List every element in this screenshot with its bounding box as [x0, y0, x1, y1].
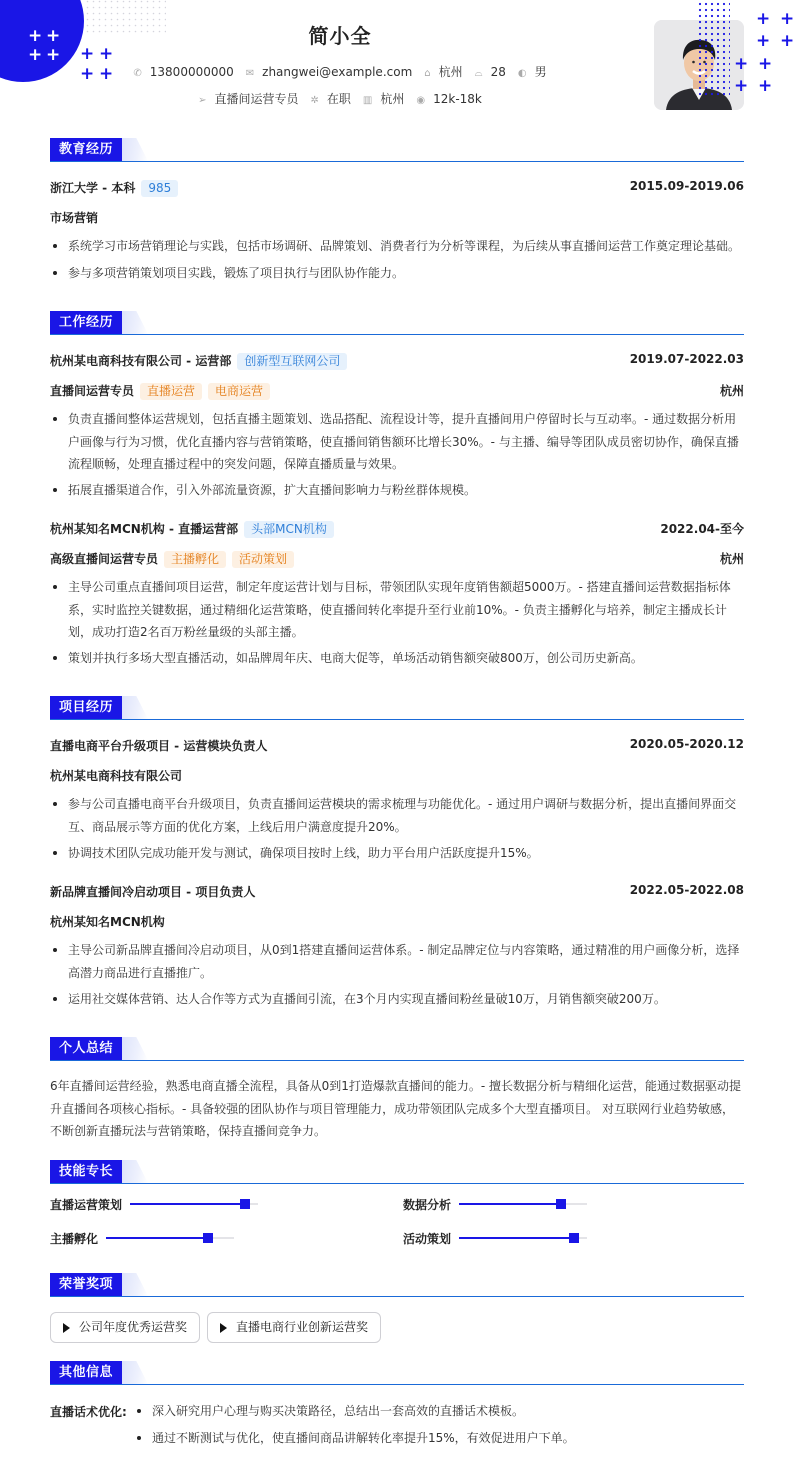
info-item	[133, 65, 233, 79]
list-item: 负责直播间整体运营规划，包括直播主题策划、选品搭配、流程设计等，提升直播间用户停留时长与互动率。- 通过数据分析用户画像与行为习惯，优化直播内容与营销策略，使直播间销售额环比增长30%。- 与主播、编导等团队成员密切协作，确保直播流程顺畅，处理直播过程中的突发问题，保障直播质量与效果。	[50, 408, 744, 476]
plus-icon: +	[734, 54, 749, 74]
plus-icon: +	[46, 26, 61, 46]
awards-section	[50, 1273, 744, 1334]
job-city: 杭州	[719, 552, 744, 566]
info-item	[475, 65, 506, 79]
skill-level-bar	[130, 1203, 258, 1205]
education-section	[50, 138, 744, 280]
list-item: 主导公司新品牌直播间冷启动项目，从0到1搭建直播间运营体系。- 制定品牌定位与内容策略，通过精准的用户画像分析，选择高潜力商品进行直播推广。	[50, 939, 744, 984]
mail-icon: ✉	[245, 68, 255, 79]
gender-icon: ◐	[517, 68, 527, 79]
summary-section	[50, 1037, 744, 1138]
school-tag: 985	[141, 180, 178, 197]
project-period: 2020.05-2020.12	[629, 737, 744, 751]
award-item	[207, 1312, 381, 1343]
job-city: 杭州	[719, 384, 744, 398]
plus-icon: +	[99, 44, 114, 64]
list-item: 通过不断测试与优化，使直播间商品讲解转化率提升15%，有效促进用户下单。	[134, 1427, 744, 1450]
section-title: 技能专长	[50, 1160, 122, 1183]
play-icon	[63, 1323, 70, 1333]
project-name: 新品牌直播间冷启动项目 - 项目负责人	[50, 885, 256, 899]
section-title: 其他信息	[50, 1361, 122, 1384]
education-period: 2015.09-2019.06	[629, 179, 744, 193]
play-icon	[220, 1323, 227, 1333]
plus-icon: +	[780, 9, 794, 29]
list-item: 拓展直播渠道合作，引入外部流量资源，扩大直播间影响力与粉丝群体规模。	[50, 479, 744, 502]
send-icon: ➢	[198, 95, 207, 106]
list-item: 参与公司直播电商平台升级项目，负责直播间运营模块的需求梳理与功能优化。- 通过用户调研与数据分析，提出直播间界面交互、商品展示等方面的优化方案，上线后用户满意度提升20%。	[50, 793, 744, 838]
project-title-row	[50, 883, 744, 900]
plus-icon: +	[780, 31, 794, 51]
job-period: 2022.04-至今	[660, 522, 744, 536]
project-name: 直播电商平台升级项目 - 运营模块负责人	[50, 739, 268, 753]
skill-level-fill	[459, 1203, 561, 1205]
job-position: 直播间运营专员	[50, 384, 135, 398]
list-item: 系统学习市场营销理论与实践，包括市场调研、品牌策划、消费者行为分析等课程，为后续从事直播间运营工作奠定理论基础。	[50, 235, 744, 258]
section-header	[50, 1037, 744, 1061]
skill-name: 数据分析	[403, 1198, 452, 1212]
list-item: 协调技术团队完成功能开发与测试，确保项目按时上线，助力平台用户活跃度提升15%。	[50, 842, 744, 865]
info-item	[416, 92, 482, 106]
job-company-row	[50, 520, 744, 538]
other-label: 直播话术优化:	[50, 1405, 127, 1419]
plus-icon: +	[28, 45, 43, 65]
other-section	[50, 1361, 744, 1445]
info-value: 13800000000	[149, 65, 234, 79]
plus-icon: +	[28, 26, 43, 46]
award-item	[50, 1312, 200, 1343]
plus-icon: +	[734, 76, 749, 96]
info-value: 直播间运营专员	[214, 92, 299, 106]
list-item: 策划并执行多场大型直播活动，如品牌周年庆、电商大促等，单场活动销售额突破800万，创公司历史新高。	[50, 647, 744, 670]
info-value: 杭州	[380, 92, 405, 106]
job-position-row	[50, 550, 744, 568]
section-title-tail	[122, 138, 148, 161]
section-header	[50, 696, 744, 720]
skill-level-fill	[459, 1237, 574, 1239]
company-tag: 头部MCN机构	[244, 521, 334, 538]
section-title: 项目经历	[50, 696, 122, 719]
skill-tag: 直播运营	[140, 383, 202, 400]
awards-list	[50, 1312, 744, 1344]
award-label: 直播电商行业创新运营奖	[236, 1320, 369, 1334]
plus-icon: +	[99, 64, 114, 84]
info-item	[198, 90, 298, 107]
info-value: 杭州	[438, 65, 463, 79]
section-header	[50, 1160, 744, 1184]
skills-section	[50, 1160, 744, 1246]
section-title-tail	[122, 1037, 148, 1060]
plus-icon: +	[80, 64, 95, 84]
candidate-name: 简小全	[308, 24, 372, 48]
school-name: 浙江大学 - 本科	[50, 181, 136, 195]
status-icon: ✲	[310, 95, 319, 106]
skill-name: 活动策划	[403, 1232, 452, 1246]
info-item	[518, 63, 547, 80]
company-tag: 创新型互联网公司	[237, 353, 347, 370]
skill-name: 主播孵化	[50, 1232, 99, 1246]
section-title-tail	[122, 1273, 148, 1296]
job-company-row	[50, 352, 744, 370]
skill-tag: 活动策划	[232, 551, 294, 568]
skill-level-marker	[240, 1199, 250, 1209]
project-org: 杭州某电商科技有限公司	[50, 769, 183, 783]
job-position-row	[50, 382, 744, 400]
plus-icon: +	[756, 31, 771, 51]
skill-level-marker	[569, 1233, 579, 1243]
section-title: 工作经历	[50, 311, 122, 334]
skill-level-fill	[130, 1203, 245, 1205]
plus-icon: +	[758, 76, 773, 96]
plus-icon: +	[756, 9, 771, 29]
age-icon: ⌓	[474, 68, 483, 79]
skill-level-bar	[106, 1237, 234, 1239]
skill-name: 直播运营策划	[50, 1198, 123, 1212]
project-section	[50, 696, 744, 1006]
work-section	[50, 311, 744, 665]
plus-icon: +	[46, 45, 61, 65]
section-header	[50, 138, 744, 162]
section-header	[50, 1273, 744, 1297]
skill-level-marker	[203, 1233, 213, 1243]
home-icon: ⌂	[424, 68, 431, 79]
info-item	[246, 65, 413, 79]
project-period: 2022.05-2022.08	[629, 883, 744, 897]
section-header	[50, 311, 744, 335]
dot-pattern-decor	[698, 2, 730, 98]
section-title-tail	[122, 1361, 148, 1384]
section-header	[50, 1361, 744, 1385]
info-value: 28	[490, 65, 506, 79]
skill-tag: 主播孵化	[164, 551, 226, 568]
skill-level-fill	[106, 1237, 208, 1239]
info-item	[424, 63, 462, 80]
section-title: 个人总结	[50, 1037, 122, 1060]
section-title-tail	[122, 696, 148, 719]
education-school-row	[50, 179, 744, 197]
city-icon: ▥	[362, 95, 373, 106]
skill-level-bar	[459, 1203, 587, 1205]
plus-icon: +	[758, 54, 773, 74]
summary-text: 6年直播间运营经验，熟悉电商直播全流程，具备从0到1打造爆款直播间的能力。- 擅长数据分析与精细化运营，能通过数据驱动提升直播间各项核心指标。- 具备较强的团队协作与项目管理能力，成功带领团队完成多个大型直播项目。 对互联网行业趋势敏感，不断创新直播玩法与营销策略，保持直播间竞争力。	[50, 1079, 742, 1138]
phone-icon: ✆	[133, 68, 142, 79]
contact-info-row	[0, 63, 680, 80]
project-title-row	[50, 737, 744, 754]
list-item: 运用社交媒体营销、达人合作等方式为直播间引流，在3个月内实现直播间粉丝量破10万，月销售额突破200万。	[50, 988, 744, 1011]
job-position: 高级直播间运营专员	[50, 552, 159, 566]
info-value: 男	[534, 65, 547, 79]
info-item	[363, 90, 404, 107]
list-item: 深入研究用户心理与购买决策路径，总结出一套高效的直播话术模板。	[134, 1400, 744, 1423]
award-label: 公司年度优秀运营奖	[79, 1320, 188, 1334]
list-item: 主导公司重点直播间项目运营，制定年度运营计划与目标，带领团队实现年度销售额超5000万。- 搭建直播间运营数据指标体系，实时监控关键数据，通过精细化运营策略，使直播间转化率提升至行业前10%。- 负责主播孵化与培养，制定主播成长计划，成功打造2名百万粉丝量级的头部主播。	[50, 576, 744, 644]
section-title-tail	[122, 311, 148, 334]
skill-tag: 电商运营	[208, 383, 270, 400]
job-period: 2019.07-2022.03	[629, 352, 744, 366]
project-org: 杭州某知名MCN机构	[50, 915, 165, 929]
salary-icon: ◉	[416, 95, 426, 106]
plus-icon: +	[80, 44, 95, 64]
list-item: 参与多项营销策划项目实践，锻炼了项目执行与团队协作能力。	[50, 262, 744, 285]
section-title-tail	[122, 1160, 148, 1183]
info-item	[311, 90, 351, 107]
info-value: zhangwei@example.com	[262, 65, 413, 79]
company-name: 杭州某知名MCN机构 - 直播运营部	[50, 522, 239, 536]
section-title: 教育经历	[50, 138, 122, 161]
job-intent-row	[0, 90, 680, 107]
skill-level-marker	[556, 1199, 566, 1209]
info-value: 在职	[326, 92, 351, 106]
education-major: 市场营销	[50, 211, 99, 225]
info-value: 12k-18k	[433, 92, 482, 106]
skill-level-bar	[459, 1237, 587, 1239]
section-title: 荣誉奖项	[50, 1273, 122, 1296]
company-name: 杭州某电商科技有限公司 - 运营部	[50, 354, 232, 368]
